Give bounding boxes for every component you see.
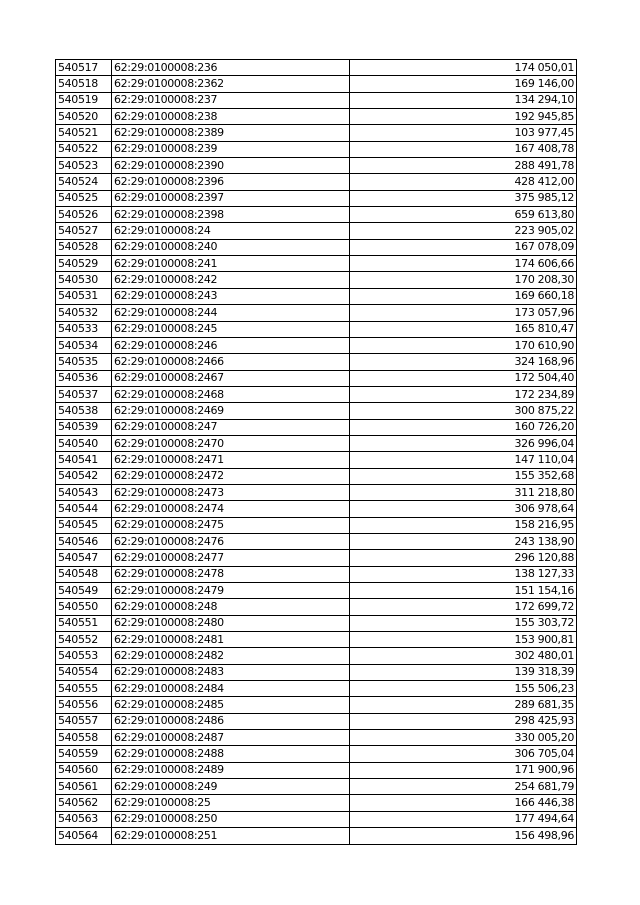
cadastral-value-cell: 155 352,68 xyxy=(350,468,577,484)
table-row xyxy=(56,811,577,827)
cadastral-value-cell: 243 138,90 xyxy=(350,533,577,549)
cadastral-value-cell: 296 120,88 xyxy=(350,550,577,566)
cadastral-value-cell: 326 996,04 xyxy=(350,435,577,451)
cadastral-value-cell: 659 613,80 xyxy=(350,207,577,223)
table-row xyxy=(56,468,577,484)
cadastral-number-cell: 62:29:0100008:250 xyxy=(112,811,350,827)
cadastral-number-cell: 62:29:0100008:2485 xyxy=(112,697,350,713)
row-number-cell: 540524 xyxy=(56,174,112,190)
table-row xyxy=(56,109,577,125)
cadastral-number-cell: 62:29:0100008:2476 xyxy=(112,533,350,549)
cadastral-value-cell: 156 498,96 xyxy=(350,828,577,844)
cadastral-value-cell: 169 146,00 xyxy=(350,76,577,92)
table-row xyxy=(56,828,577,844)
row-number-cell: 540533 xyxy=(56,321,112,337)
cadastral-value-cell: 324 168,96 xyxy=(350,354,577,370)
cadastral-number-cell: 62:29:0100008:2470 xyxy=(112,435,350,451)
cadastral-value-cell: 155 303,72 xyxy=(350,615,577,631)
cadastral-value-cell: 177 494,64 xyxy=(350,811,577,827)
cadastral-number-cell: 62:29:0100008:243 xyxy=(112,288,350,304)
cadastral-value-cell: 167 078,09 xyxy=(350,239,577,255)
cadastral-value-cell: 160 726,20 xyxy=(350,419,577,435)
row-number-cell: 540561 xyxy=(56,779,112,795)
cadastral-value-cell: 172 504,40 xyxy=(350,370,577,386)
cadastral-number-cell: 62:29:0100008:2471 xyxy=(112,452,350,468)
row-number-cell: 540517 xyxy=(56,60,112,76)
row-number-cell: 540539 xyxy=(56,419,112,435)
row-number-cell: 540552 xyxy=(56,632,112,648)
cadastral-number-cell: 62:29:0100008:2468 xyxy=(112,386,350,402)
row-number-cell: 540549 xyxy=(56,583,112,599)
table-row xyxy=(56,370,577,386)
cadastral-number-cell: 62:29:0100008:240 xyxy=(112,239,350,255)
cadastral-value-cell: 155 506,23 xyxy=(350,681,577,697)
table-row xyxy=(56,256,577,272)
cadastral-value-cell: 306 978,64 xyxy=(350,501,577,517)
table-row xyxy=(56,419,577,435)
table-row xyxy=(56,599,577,615)
cadastral-number-cell: 62:29:0100008:24 xyxy=(112,223,350,239)
table-row xyxy=(56,125,577,141)
row-number-cell: 540563 xyxy=(56,811,112,827)
row-number-cell: 540557 xyxy=(56,713,112,729)
cadastral-value-cell: 288 491,78 xyxy=(350,158,577,174)
cadastral-number-cell: 62:29:0100008:2478 xyxy=(112,566,350,582)
row-number-cell: 540523 xyxy=(56,158,112,174)
row-number-cell: 540531 xyxy=(56,288,112,304)
row-number-cell: 540546 xyxy=(56,533,112,549)
row-number-cell: 540558 xyxy=(56,730,112,746)
cadastral-number-cell: 62:29:0100008:2486 xyxy=(112,713,350,729)
row-number-cell: 540564 xyxy=(56,828,112,844)
table-row xyxy=(56,272,577,288)
table-body xyxy=(56,60,577,845)
row-number-cell: 540536 xyxy=(56,370,112,386)
table-row xyxy=(56,517,577,533)
cadastral-value-cell: 171 900,96 xyxy=(350,762,577,778)
cadastral-value-cell: 192 945,85 xyxy=(350,109,577,125)
cadastral-number-cell: 62:29:0100008:2484 xyxy=(112,681,350,697)
row-number-cell: 540543 xyxy=(56,484,112,500)
row-number-cell: 540537 xyxy=(56,386,112,402)
cadastral-value-cell: 289 681,35 xyxy=(350,697,577,713)
row-number-cell: 540547 xyxy=(56,550,112,566)
table-row xyxy=(56,435,577,451)
table-row xyxy=(56,174,577,190)
table-row xyxy=(56,713,577,729)
row-number-cell: 540554 xyxy=(56,664,112,680)
table-row xyxy=(56,60,577,76)
table-row xyxy=(56,632,577,648)
cadastral-value-cell: 302 480,01 xyxy=(350,648,577,664)
table-row xyxy=(56,779,577,795)
row-number-cell: 540535 xyxy=(56,354,112,370)
cadastral-value-cell: 254 681,79 xyxy=(350,779,577,795)
row-number-cell: 540556 xyxy=(56,697,112,713)
cadastral-value-cell: 153 900,81 xyxy=(350,632,577,648)
table-row xyxy=(56,583,577,599)
cadastral-value-cell: 170 208,30 xyxy=(350,272,577,288)
table-row xyxy=(56,533,577,549)
cadastral-value-cell: 375 985,12 xyxy=(350,190,577,206)
row-number-cell: 540551 xyxy=(56,615,112,631)
row-number-cell: 540525 xyxy=(56,190,112,206)
table-row xyxy=(56,697,577,713)
table-row xyxy=(56,664,577,680)
cadastral-value-cell: 311 218,80 xyxy=(350,484,577,500)
cadastral-value-cell: 165 810,47 xyxy=(350,321,577,337)
table-row xyxy=(56,484,577,500)
cadastral-value-cell: 169 660,18 xyxy=(350,288,577,304)
cadastral-number-cell: 62:29:0100008:2487 xyxy=(112,730,350,746)
row-number-cell: 540522 xyxy=(56,141,112,157)
cadastral-number-cell: 62:29:0100008:249 xyxy=(112,779,350,795)
cadastral-number-cell: 62:29:0100008:237 xyxy=(112,92,350,108)
cadastral-number-cell: 62:29:0100008:248 xyxy=(112,599,350,615)
cadastral-value-cell: 300 875,22 xyxy=(350,403,577,419)
cadastral-number-cell: 62:29:0100008:2467 xyxy=(112,370,350,386)
table-row xyxy=(56,501,577,517)
cadastral-number-cell: 62:29:0100008:2475 xyxy=(112,517,350,533)
cadastral-number-cell: 62:29:0100008:246 xyxy=(112,337,350,353)
row-number-cell: 540548 xyxy=(56,566,112,582)
cadastral-number-cell: 62:29:0100008:2481 xyxy=(112,632,350,648)
table-row xyxy=(56,239,577,255)
table-row xyxy=(56,207,577,223)
cadastral-number-cell: 62:29:0100008:2466 xyxy=(112,354,350,370)
cadastral-value-cell: 158 216,95 xyxy=(350,517,577,533)
cadastral-value-cell: 223 905,02 xyxy=(350,223,577,239)
row-number-cell: 540544 xyxy=(56,501,112,517)
table-row xyxy=(56,223,577,239)
cadastral-value-cell: 428 412,00 xyxy=(350,174,577,190)
row-number-cell: 540540 xyxy=(56,435,112,451)
table-row xyxy=(56,92,577,108)
cadastral-value-cell: 166 446,38 xyxy=(350,795,577,811)
cadastral-value-cell: 139 318,39 xyxy=(350,664,577,680)
cadastral-number-cell: 62:29:0100008:245 xyxy=(112,321,350,337)
table-row xyxy=(56,762,577,778)
cadastral-value-cell: 170 610,90 xyxy=(350,337,577,353)
cadastral-number-cell: 62:29:0100008:236 xyxy=(112,60,350,76)
cadastral-value-cell: 298 425,93 xyxy=(350,713,577,729)
table-row xyxy=(56,566,577,582)
cadastral-value-table xyxy=(55,59,577,845)
row-number-cell: 540527 xyxy=(56,223,112,239)
table-row xyxy=(56,158,577,174)
cadastral-value-cell: 167 408,78 xyxy=(350,141,577,157)
cadastral-value-cell: 173 057,96 xyxy=(350,305,577,321)
cadastral-value-cell: 134 294,10 xyxy=(350,92,577,108)
cadastral-value-cell: 330 005,20 xyxy=(350,730,577,746)
cadastral-number-cell: 62:29:0100008:2390 xyxy=(112,158,350,174)
cadastral-number-cell: 62:29:0100008:244 xyxy=(112,305,350,321)
cadastral-value-cell: 174 050,01 xyxy=(350,60,577,76)
row-number-cell: 540542 xyxy=(56,468,112,484)
cadastral-number-cell: 62:29:0100008:2483 xyxy=(112,664,350,680)
cadastral-number-cell: 62:29:0100008:2479 xyxy=(112,583,350,599)
cadastral-value-cell: 174 606,66 xyxy=(350,256,577,272)
cadastral-number-cell: 62:29:0100008:2477 xyxy=(112,550,350,566)
cadastral-number-cell: 62:29:0100008:239 xyxy=(112,141,350,157)
cadastral-number-cell: 62:29:0100008:2489 xyxy=(112,762,350,778)
row-number-cell: 540521 xyxy=(56,125,112,141)
cadastral-number-cell: 62:29:0100008:241 xyxy=(112,256,350,272)
row-number-cell: 540518 xyxy=(56,76,112,92)
cadastral-number-cell: 62:29:0100008:242 xyxy=(112,272,350,288)
table-row xyxy=(56,141,577,157)
row-number-cell: 540529 xyxy=(56,256,112,272)
cadastral-number-cell: 62:29:0100008:247 xyxy=(112,419,350,435)
cadastral-value-cell: 103 977,45 xyxy=(350,125,577,141)
row-number-cell: 540562 xyxy=(56,795,112,811)
cadastral-value-cell: 151 154,16 xyxy=(350,583,577,599)
cadastral-number-cell: 62:29:0100008:2469 xyxy=(112,403,350,419)
cadastral-number-cell: 62:29:0100008:25 xyxy=(112,795,350,811)
table-row xyxy=(56,354,577,370)
table-row xyxy=(56,76,577,92)
row-number-cell: 540553 xyxy=(56,648,112,664)
cadastral-number-cell: 62:29:0100008:2362 xyxy=(112,76,350,92)
cadastral-number-cell: 62:29:0100008:2474 xyxy=(112,501,350,517)
cadastral-number-cell: 62:29:0100008:2482 xyxy=(112,648,350,664)
table-row xyxy=(56,795,577,811)
cadastral-number-cell: 62:29:0100008:2389 xyxy=(112,125,350,141)
cadastral-number-cell: 62:29:0100008:2488 xyxy=(112,746,350,762)
cadastral-value-cell: 172 699,72 xyxy=(350,599,577,615)
cadastral-number-cell: 62:29:0100008:251 xyxy=(112,828,350,844)
cadastral-value-cell: 306 705,04 xyxy=(350,746,577,762)
cadastral-value-cell: 147 110,04 xyxy=(350,452,577,468)
cadastral-value-cell: 138 127,33 xyxy=(350,566,577,582)
table-row xyxy=(56,337,577,353)
row-number-cell: 540560 xyxy=(56,762,112,778)
table-row xyxy=(56,403,577,419)
cadastral-number-cell: 62:29:0100008:2473 xyxy=(112,484,350,500)
table-row xyxy=(56,321,577,337)
table-row xyxy=(56,746,577,762)
row-number-cell: 540545 xyxy=(56,517,112,533)
cadastral-number-cell: 62:29:0100008:2398 xyxy=(112,207,350,223)
cadastral-value-cell: 172 234,89 xyxy=(350,386,577,402)
table-row xyxy=(56,305,577,321)
cadastral-number-cell: 62:29:0100008:238 xyxy=(112,109,350,125)
cadastral-number-cell: 62:29:0100008:2397 xyxy=(112,190,350,206)
row-number-cell: 540528 xyxy=(56,239,112,255)
row-number-cell: 540550 xyxy=(56,599,112,615)
table-row xyxy=(56,615,577,631)
table-row xyxy=(56,681,577,697)
row-number-cell: 540555 xyxy=(56,681,112,697)
cadastral-number-cell: 62:29:0100008:2480 xyxy=(112,615,350,631)
row-number-cell: 540541 xyxy=(56,452,112,468)
row-number-cell: 540526 xyxy=(56,207,112,223)
row-number-cell: 540519 xyxy=(56,92,112,108)
row-number-cell: 540534 xyxy=(56,337,112,353)
table-row xyxy=(56,730,577,746)
table-row xyxy=(56,288,577,304)
row-number-cell: 540532 xyxy=(56,305,112,321)
row-number-cell: 540538 xyxy=(56,403,112,419)
row-number-cell: 540559 xyxy=(56,746,112,762)
table-row xyxy=(56,386,577,402)
cadastral-number-cell: 62:29:0100008:2396 xyxy=(112,174,350,190)
cadastral-number-cell: 62:29:0100008:2472 xyxy=(112,468,350,484)
table-row xyxy=(56,550,577,566)
row-number-cell: 540530 xyxy=(56,272,112,288)
row-number-cell: 540520 xyxy=(56,109,112,125)
table-row xyxy=(56,648,577,664)
table-row xyxy=(56,190,577,206)
table-row xyxy=(56,452,577,468)
